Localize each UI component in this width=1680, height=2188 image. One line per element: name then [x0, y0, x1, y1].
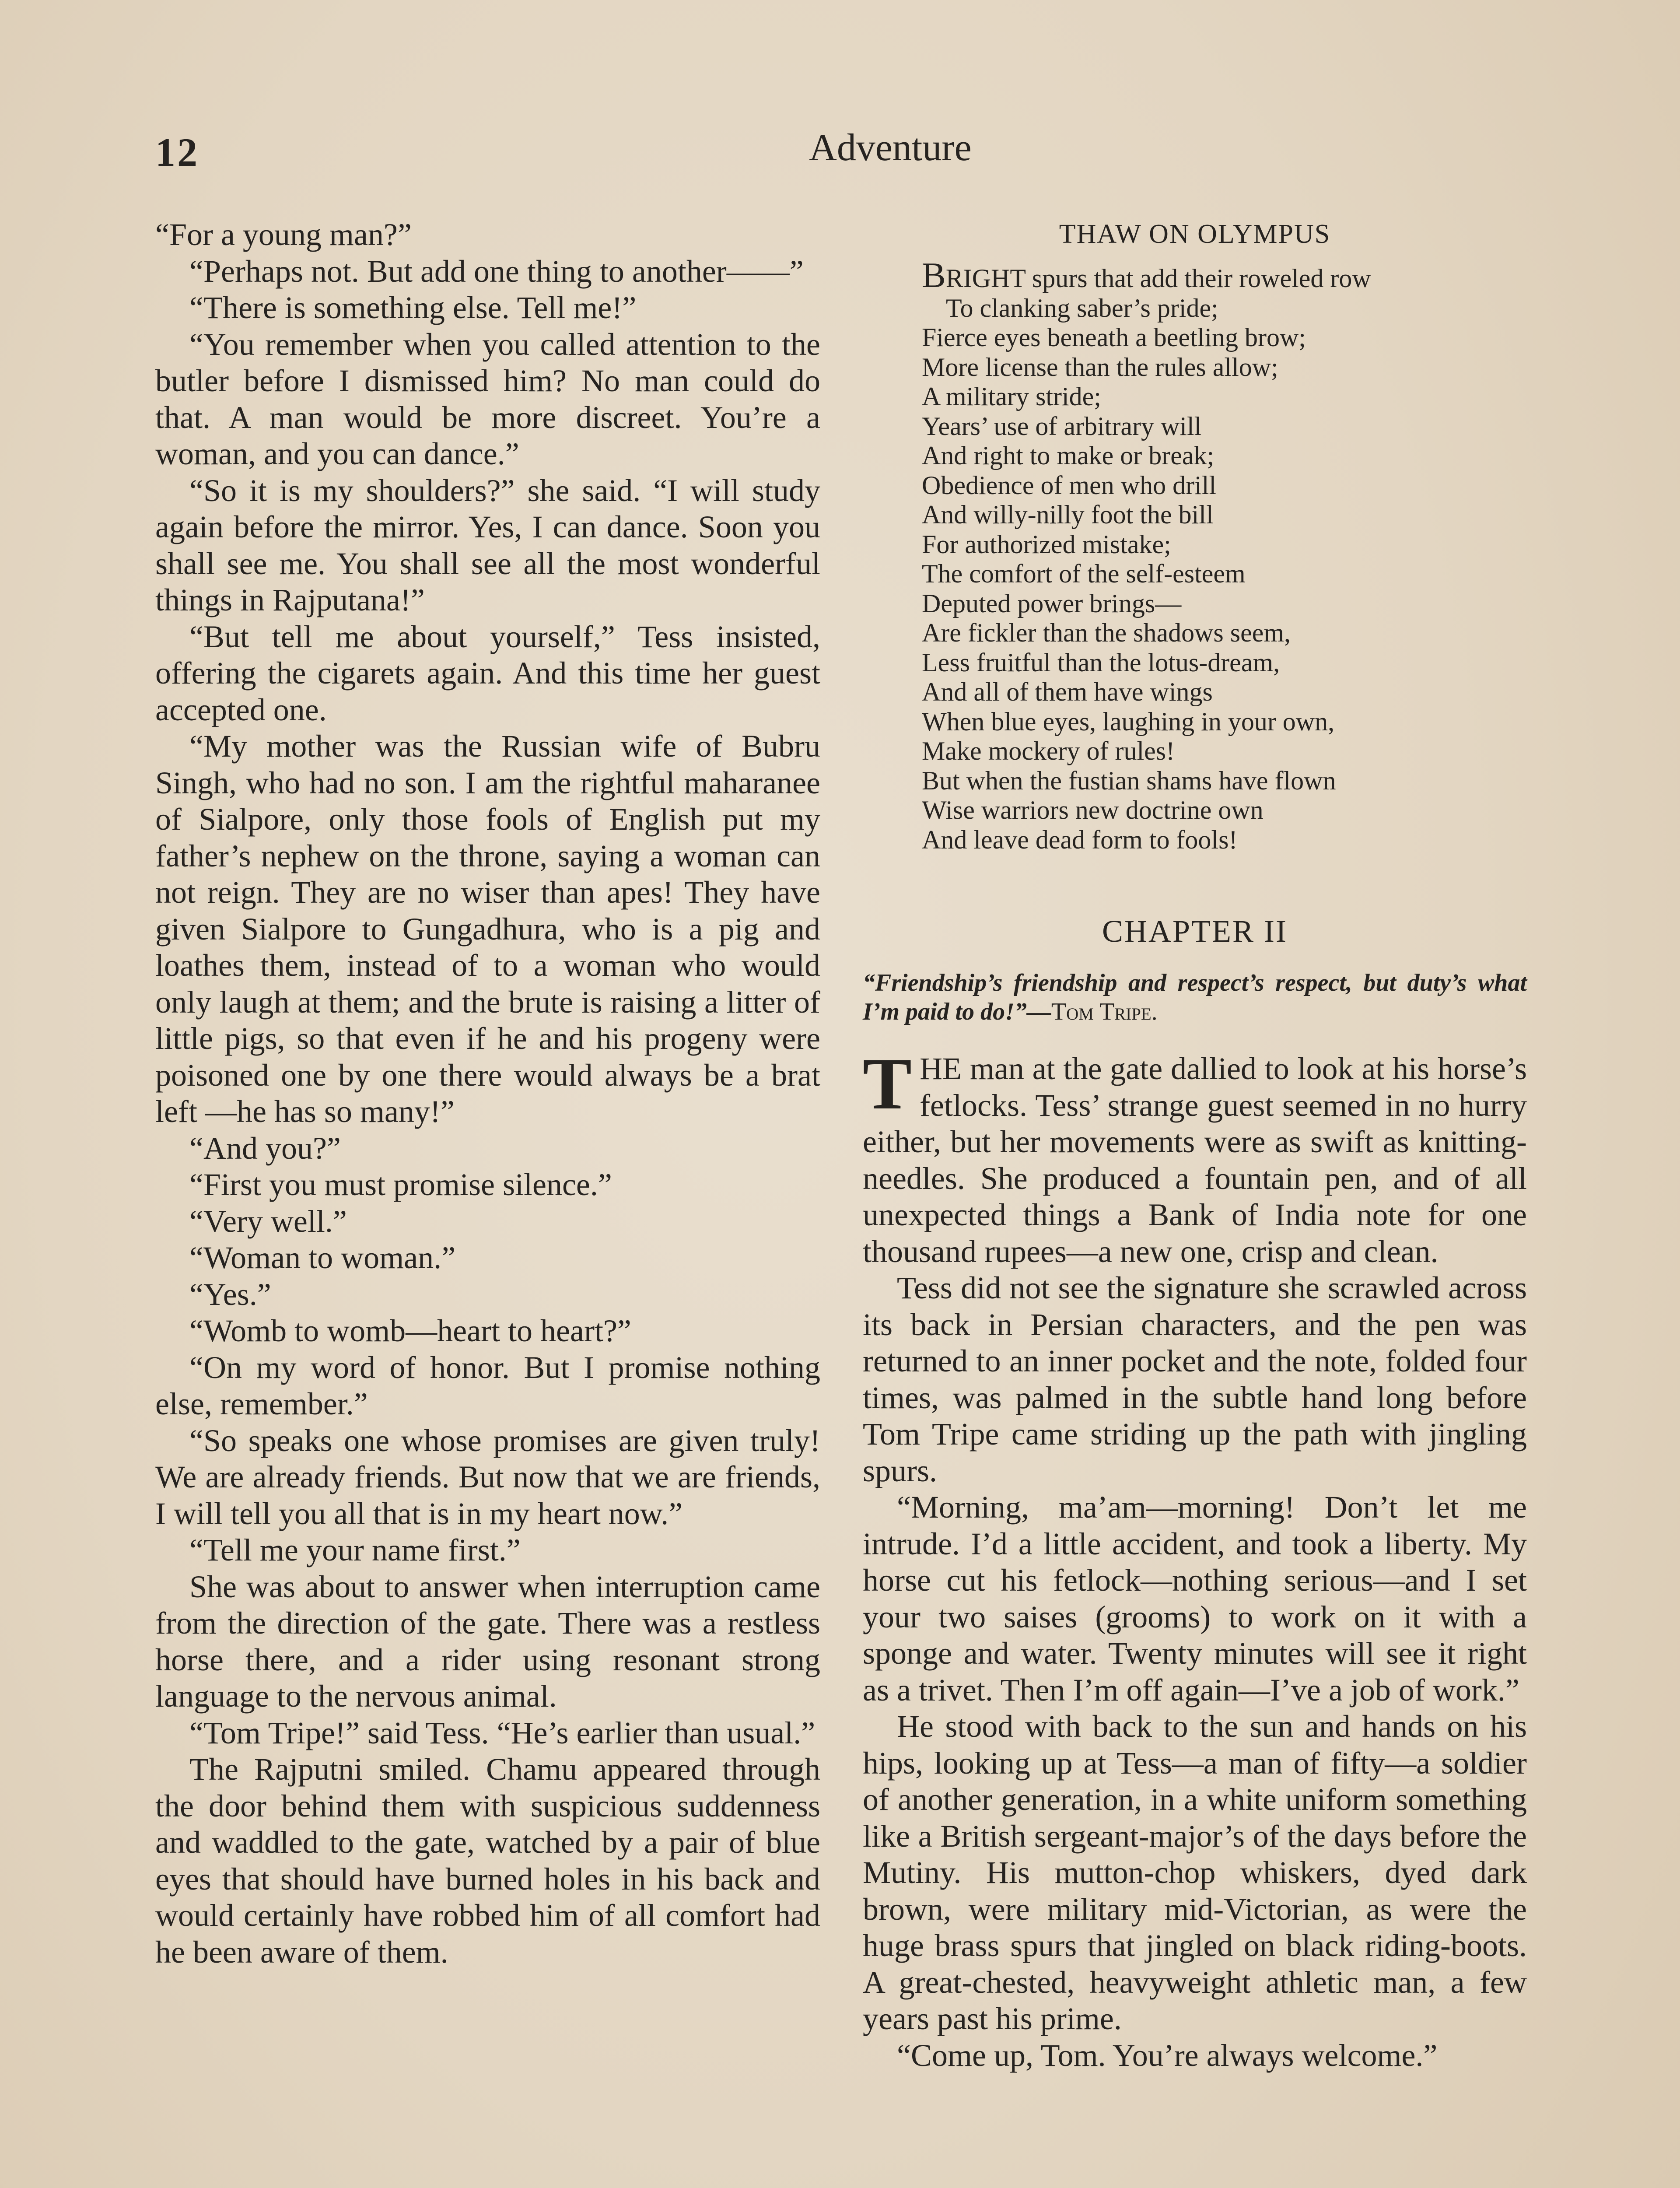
poem-line: Are fickler than the shadows seem, — [922, 618, 1291, 647]
paragraph: “Tom Tripe!” said Tess. “He’s earlier than usual.” — [189, 1715, 816, 1750]
left-column — [155, 217, 820, 1971]
poem — [922, 255, 1527, 855]
poem-line: More license than the rules allow; — [922, 352, 1278, 382]
poem-line: And all of them have wings — [922, 677, 1213, 706]
poem-line: The comfort of the self-esteem — [922, 559, 1246, 588]
paragraph: He stood with back to the sun and hands on his hips, looking up at Tess—a man of fifty—a soldier of another generation, in a white uniform something like a British sergeant-major’s of the days before the Mutiny. His mutton-chop whiskers, dyed dark brown, were military mid-Victorian, as were the huge brass spurs that jingled on black riding-boots. A great-chested, heavyweight athletic man, a few years past his prime. — [863, 1709, 1527, 2036]
poem-line — [922, 255, 1527, 295]
paragraph: Tess did not see the signature she scrawled across its back in Persian characters, and the pen was returned to an inner pocket and the note, folded four times, was palmed in the subtle hand long before Tom Tripe came striding up the path with jingling spurs. — [863, 1270, 1527, 1488]
paragraph: The Rajputni smiled. Chamu appeared through the door behind them with suspicious suddenness and waddled to the gate, watched by a pair of blue eyes that should have burned holes in his back and would certainly have robbed him of all comfort had he been aware of them. — [155, 1752, 820, 1970]
paragraph: “You remember when you called attention to the butler before I dismissed him? No man could do that. A man would be more discreet. You’re a woman, and you can dance.” — [155, 326, 820, 471]
poem-line: Fierce eyes beneath a beetling brow; — [922, 323, 1306, 352]
paragraph: “Very well.” — [189, 1203, 347, 1239]
paragraph: “For a young man?” — [155, 217, 412, 252]
paragraph: “Come up, Tom. You’re always welcome.” — [897, 2037, 1438, 2073]
poem-line: And willy-nilly foot the bill — [922, 500, 1214, 529]
poem-line: Wise warriors new doctrine own — [922, 796, 1264, 824]
paragraph: “First you must promise silence.” — [189, 1167, 612, 1202]
poem-line: And right to make or break; — [922, 441, 1214, 470]
poem-line: But when the fustian shams have flown — [922, 766, 1336, 795]
page-number: 12 — [155, 130, 199, 175]
paragraph: “Womb to womb—heart to heart?” — [189, 1313, 631, 1348]
paragraph: “Tell me your name first.” — [189, 1532, 521, 1567]
poem-first-line: RIGHT spurs that add their roweled row — [945, 264, 1371, 293]
right-column — [863, 217, 1527, 2074]
poem-line: Deputed power brings— — [922, 589, 1182, 618]
epigraph-attribution: Tom Tripe. — [1051, 998, 1158, 1025]
chapter-epigraph — [863, 968, 1527, 1026]
paragraph — [863, 1043, 1527, 1270]
poem-line: When blue eyes, laughing in your own, — [922, 707, 1335, 736]
running-title: Adventure — [809, 126, 972, 169]
chapter-heading: CHAPTER II — [1102, 914, 1288, 949]
poem-line: And leave dead form to fools! — [922, 825, 1238, 854]
paragraph: “So it is my shoulders?” she said. “I will study again before the mirror. Yes, I can dance. Soon you shall see me. You shall see all the most wonderful things in Rajputana!” — [155, 473, 820, 617]
paragraph: “But tell me about yourself,” Tess insisted, offering the cigarets again. And this time her guest accepted one. — [155, 619, 820, 727]
epigraph-quote: “Friendship’s friendship and respect’s respect, but duty’s what I’m paid to do!”— — [863, 969, 1527, 1025]
paragraph: She was about to answer when interruption came from the direction of the gate. There was a restless horse there, and a rider using resonant strong language to the nervous animal. — [155, 1569, 820, 1714]
paragraph: “Yes.” — [189, 1276, 271, 1312]
drop-cap: T — [863, 1043, 912, 1125]
paragraph: “My mother was the Russian wife of Bubru Singh, who had no son. I am the rightful maharanee of Sialpore, only those fools of English put my father’s nephew on the throne, saying a woman can not reign. They are no wiser than apes! They have given Sialpore to Gungadhura, who is a pig and loathes them, instead of to a woman who would only laugh at them; and the brute is raising a litter of little pigs, so that even if he and his progeny were poisoned one by one there would always be a brat left —he has so many!” — [155, 729, 820, 1129]
poem-line: To clanking saber’s pride; — [946, 293, 1218, 323]
poem-initial: B — [922, 255, 946, 295]
paragraph: “Morning, ma’am—morning! Don’t let me intrude. I’d a little accident, and took a liberty. My horse cut his fetlock—nothing serious—and I set your two saises (grooms) to work on it with a sponge and water. Twenty minutes will see it right as a trivet. Then I’m off again—I’ve a job of work.” — [863, 1490, 1527, 1708]
poem-line: Less fruitful than the lotus-dream, — [922, 648, 1280, 677]
poem-line: Years’ use of arbitrary will — [922, 411, 1202, 441]
paragraph: “So speaks one whose promises are given truly! We are already friends. But now that we are friends, I will tell you all that is in my heart now.” — [155, 1423, 820, 1531]
poem-line: Make mockery of rules! — [922, 736, 1175, 765]
page-header — [155, 126, 1525, 186]
poem-title: THAW ON OLYMPUS — [1059, 219, 1331, 249]
poem-line: A military stride; — [922, 382, 1101, 411]
paragraph: “Woman to woman.” — [189, 1240, 456, 1275]
poem-line: For authorized mistake; — [922, 529, 1171, 559]
paragraph: “Perhaps not. But add one thing to another——” — [189, 253, 804, 289]
paragraph-text: HE man at the gate dallied to look at his horse’s fetlocks. Tess’ strange guest seemed in no hurry either, but her movements were as swift as knitting-needles. She produced a fountain pen, and of all unexpected things a Bank of India note for one thousand rupees—a new one, crisp and clean. — [863, 1051, 1527, 1269]
paragraph: “And you?” — [189, 1130, 341, 1166]
poem-line: Obedience of men who drill — [922, 470, 1217, 500]
paragraph: “On my word of honor. But I promise nothing else, remember.” — [155, 1350, 820, 1421]
paragraph: “There is something else. Tell me!” — [189, 290, 637, 325]
